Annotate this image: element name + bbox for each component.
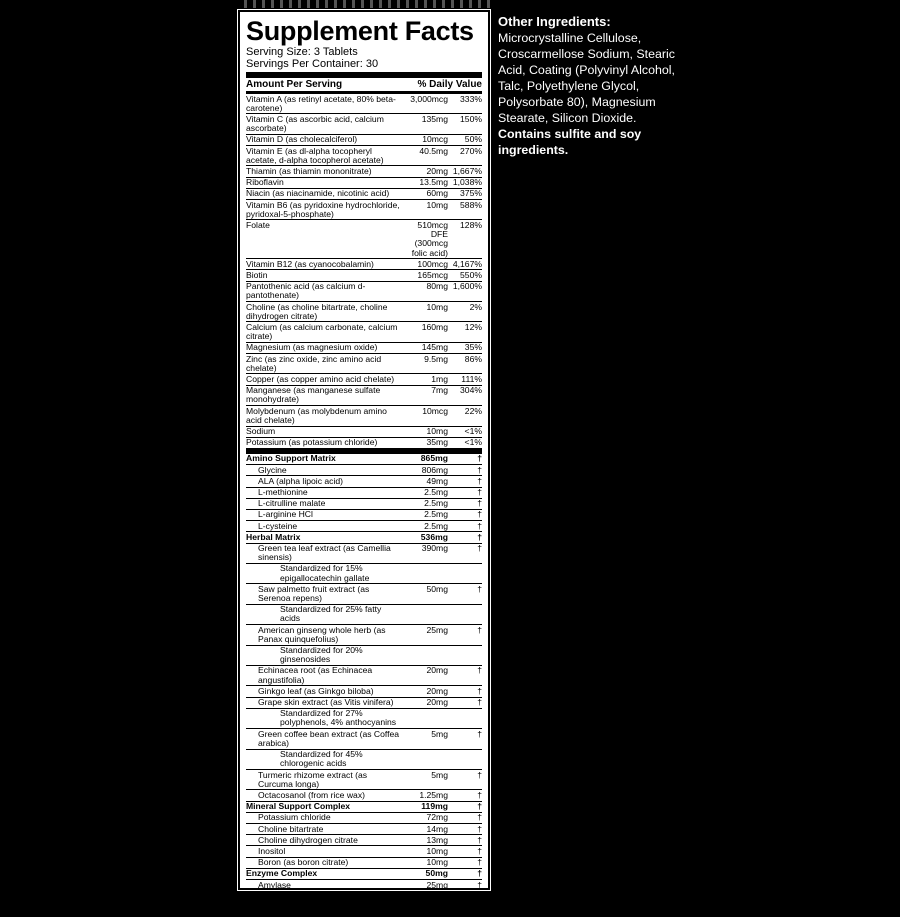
table-row (246, 564, 482, 584)
table-row (246, 510, 482, 521)
nutrient-name: Zinc (as zinc oxide, zinc amino acid chelate) (246, 353, 382, 373)
nutrient-daily-value: <1% (464, 437, 482, 448)
nutrient-daily-value: 12% (464, 321, 482, 332)
other-ingredients (498, 14, 688, 158)
nutrient-daily-value (448, 605, 482, 623)
nutrient-name: Vitamin A (as retinyl acetate, 80% beta-carotene) (246, 93, 396, 113)
nutrient-amount: 20mg (426, 697, 448, 708)
nutrient-name: Standardized for 27% polyphenols, 4% anthocyanins (280, 708, 397, 728)
nutrient-daily-value: 22% (464, 405, 482, 416)
table-row (246, 544, 482, 564)
nutrient-name: Glycine (258, 464, 287, 475)
nutrient-amount: 5mg (431, 769, 448, 780)
table-row (246, 282, 482, 302)
table-row (246, 488, 482, 499)
nutrient-name: Thiamin (as thiamin mononitrate) (246, 165, 372, 176)
nutrient-amount: 13.5mg (419, 177, 448, 188)
nutrient-daily-value: 35% (464, 342, 482, 353)
nutrient-amount: 10mg (426, 301, 448, 312)
nutrient-name: Folate (246, 219, 270, 230)
nutrient-amount: 119mg (421, 801, 448, 812)
table-row (246, 605, 482, 625)
nutrient-amount: 50mg (426, 583, 448, 594)
nutrient-amount: 10mcg (422, 134, 448, 145)
nutrient-daily-value: † (477, 543, 482, 554)
nutrient-name: L-citrulline malate (258, 498, 326, 509)
nutrient-name: L-methionine (258, 487, 308, 498)
table-header (246, 78, 482, 94)
nutrient-daily-value: <1% (464, 426, 482, 436)
nutrient-amount: 35mg (426, 437, 448, 448)
nutrient-amount: 40.5mg (419, 145, 448, 156)
nutrient-name: Manganese (as manganese sulfate monohydrate) (246, 385, 381, 405)
table-row (246, 813, 482, 824)
nutrient-name: Octacosanol (from rice wax) (258, 789, 365, 800)
nutrient-amount: 5mg (431, 728, 448, 739)
table-row (246, 686, 482, 697)
nutrient-daily-value: 50% (464, 134, 482, 145)
nutrient-amount: 49mg (426, 475, 448, 486)
nutrient-daily-value: † (477, 890, 482, 901)
table-row (246, 220, 482, 259)
nutrient-name: Ginkgo leaf (as Ginkgo biloba) (258, 685, 374, 696)
nutrient-name: Saw palmetto fruit extract (as Serenoa repens) (258, 583, 370, 604)
nutrient-amount: 60mg (426, 188, 448, 199)
nutrient-daily-value: 4,167% (452, 258, 482, 269)
nutrient-amount: 10mg (426, 845, 448, 856)
nutrient-name: Standardized for 20% ginsenosides (280, 645, 363, 665)
nutrient-name: Vitamin D (as cholecalciferol) (246, 134, 358, 145)
nutrient-name: Vitamin E (as dl-alpha tocopheryl acetate, d-alpha tocopherol acetate) (246, 145, 384, 165)
nutrient-daily-value: † (477, 812, 482, 823)
nutrient-amount: 50mg (425, 868, 448, 879)
nutrient-amount: 2.5mg (424, 509, 448, 520)
nutrient-amount: 536mg (420, 531, 448, 542)
nutrient-daily-value: † (477, 464, 482, 475)
nutrient-name: Choline bitartrate (258, 823, 324, 834)
table-row (246, 750, 482, 770)
nutrient-daily-value: † (477, 453, 482, 464)
nutrient-daily-value: 86% (464, 353, 482, 364)
table-row (246, 270, 482, 281)
table-row (246, 135, 482, 146)
nutrient-amount (402, 564, 448, 582)
nutrient-daily-value: † (477, 801, 482, 812)
nutrient-amount: 10mcg (422, 405, 448, 416)
nutrient-daily-value: † (477, 834, 482, 845)
nutrient-name: Grape skin extract (as Vitis vinifera) (258, 697, 394, 708)
nutrient-amount: 160mg (421, 321, 448, 332)
other-ingredients-heading: Other Ingredients: (498, 14, 611, 29)
table-row (246, 625, 482, 645)
nutrient-daily-value: † (477, 685, 482, 696)
nutrient-amount (402, 605, 448, 623)
nutrient-amount: 80mg (426, 281, 448, 292)
nutrient-daily-value: 304% (460, 385, 482, 396)
table-row (246, 386, 482, 406)
other-ingredients-text: Microcrystalline Cellulose, Croscarmellose Sodium, Stearic Acid, Coating (Polyvinyl Alcohol, Talc, Polyethylene Glycol, Polysorbate 80), Magnesium Stearate, Silicon Dioxide. (498, 31, 675, 125)
nutrient-amount: 14mg (426, 823, 448, 834)
nutrient-name: Boron (as boron citrate) (258, 857, 349, 868)
nutrient-amount (402, 709, 448, 727)
table-row (246, 698, 482, 709)
nutrient-daily-value: 111% (461, 373, 482, 384)
nutrient-daily-value: 1,600% (452, 281, 482, 292)
nutrient-name: Riboflavin (246, 177, 284, 188)
table-row (246, 666, 482, 686)
nutrient-name: Standardized for 15% epigallocatechin gallate (280, 563, 370, 583)
table-row (246, 427, 482, 438)
nutrient-amount: 806mg (421, 464, 448, 475)
header-daily-value: % Daily Value (417, 79, 482, 90)
nutrient-daily-value: † (477, 583, 482, 594)
table-row (246, 521, 482, 532)
table-row (246, 146, 482, 166)
nutrient-name: Papain (258, 890, 285, 901)
top-decorative-strip (238, 0, 490, 8)
table-row (246, 354, 482, 374)
nutrient-name: Molybdenum (as molybdenum amino acid chelate) (246, 405, 387, 425)
nutrient-name: Magnesium (as magnesium oxide) (246, 342, 378, 353)
group-row (246, 532, 482, 543)
nutrient-name: Enzyme Complex (246, 868, 318, 879)
nutrient-name: Amylase (258, 879, 291, 890)
table-row (246, 729, 482, 749)
nutrient-daily-value (448, 646, 482, 664)
nutrient-name: Niacin (as niacinamide, nicotinic acid) (246, 188, 390, 199)
nutrient-amount: 2.5mg (424, 487, 448, 498)
nutrient-amount: 10mg (426, 426, 448, 436)
group-row (246, 802, 482, 813)
nutrient-name: Vitamin B12 (as cyanocobalamin) (246, 258, 374, 269)
nutrient-amount: 20mg (426, 685, 448, 696)
nutrient-name: Calcium (as calcium carbonate, calcium citrate) (246, 321, 398, 342)
nutrient-amount: 9.5mg (424, 353, 448, 364)
nutrient-amount: 390mg (421, 543, 448, 554)
table-row (246, 709, 482, 729)
nutrient-amount: 2.5mg (424, 498, 448, 509)
nutrient-daily-value: † (477, 531, 482, 542)
nutrient-name: L-arginine HCl (258, 509, 313, 520)
table-row (246, 858, 482, 869)
nutrient-daily-value: † (477, 845, 482, 856)
group-row (246, 869, 482, 880)
table-row (246, 200, 482, 220)
nutrient-name: Copper (as copper amino acid chelate) (246, 373, 395, 384)
nutrient-daily-value: † (477, 769, 482, 780)
nutrient-amount: 7mg (431, 385, 448, 396)
table-row (246, 406, 482, 426)
nutrient-daily-value: † (477, 728, 482, 739)
nutrient-amount: 10mg (426, 199, 448, 210)
nutrient-name: L-cysteine (258, 520, 298, 531)
nutrient-daily-value: 588% (460, 199, 482, 210)
nutrient-daily-value: 375% (460, 188, 482, 199)
nutrient-amount: 135mg (421, 113, 448, 124)
nutrient-name: Amino Support Matrix (246, 453, 336, 464)
nutrient-daily-value: 550% (460, 269, 482, 280)
nutrient-daily-value: † (477, 624, 482, 635)
table-row (246, 465, 482, 476)
table-row (246, 166, 482, 177)
nutrient-name: Inositol (258, 845, 286, 856)
nutrient-amount: 72mg (426, 812, 448, 823)
nutrient-daily-value: † (477, 857, 482, 868)
nutrient-daily-value: † (477, 475, 482, 486)
footnote: † Daily Value not established. (246, 902, 482, 917)
nutrient-daily-value: † (477, 697, 482, 708)
allergen-statement: Contains sulfite and soy ingredients. (498, 127, 642, 157)
nutrient-amount: 100mcg (417, 258, 448, 269)
nutrient-amount: 2.5mg (424, 520, 448, 531)
nutrient-daily-value: 2% (469, 301, 482, 312)
nutrient-name: Green coffee bean extract (as Coffea arabica) (258, 728, 400, 748)
table-row (246, 322, 482, 342)
table-row (246, 646, 482, 666)
nutrient-table (246, 94, 482, 902)
nutrient-name: Herbal Matrix (246, 531, 301, 542)
nutrient-amount: 1mg (431, 373, 448, 384)
panel-title: Supplement Facts (246, 16, 474, 46)
nutrient-amount: 20mg (426, 165, 448, 176)
table-row (246, 374, 482, 385)
nutrient-daily-value: 128% (460, 219, 482, 230)
nutrient-amount: 25mg (426, 890, 448, 901)
table-row (246, 189, 482, 200)
table-row (246, 499, 482, 510)
nutrient-amount: 165mcg (417, 269, 448, 280)
nutrient-amount: 13mg (426, 834, 448, 845)
nutrient-name: Choline (as choline bitartrate, choline dihydrogen citrate) (246, 301, 388, 321)
servings-per-container: Servings Per Container: 30 (246, 58, 379, 70)
nutrient-name: Pantothenic acid (as calcium d-pantothenate) (246, 281, 366, 301)
nutrient-amount (402, 750, 448, 768)
nutrient-amount: 20mg (426, 665, 448, 676)
nutrient-amount: 25mg (426, 879, 448, 890)
nutrient-name: Mineral Support Complex (246, 801, 351, 812)
supplement-facts-panel (238, 10, 490, 916)
nutrient-daily-value: 1,038% (452, 177, 482, 188)
nutrient-daily-value: † (477, 665, 482, 676)
table-row (246, 114, 482, 134)
nutrient-daily-value: † (477, 823, 482, 834)
nutrient-name: Vitamin B6 (as pyridoxine hydrochloride, pyridoxal-5-phosphate) (246, 199, 400, 219)
nutrient-amount: 25mg (426, 624, 448, 635)
table-row (246, 770, 482, 790)
nutrient-name: Vitamin C (as ascorbic acid, calcium ascorbate) (246, 113, 384, 134)
nutrient-daily-value: † (477, 789, 482, 800)
table-row (246, 476, 482, 487)
nutrient-daily-value (448, 709, 482, 727)
nutrient-name: Turmeric rhizome extract (as Curcuma longa) (258, 769, 368, 789)
nutrient-name: Potassium (as potassium chloride) (246, 437, 378, 448)
nutrient-amount: 10mg (426, 857, 448, 868)
nutrient-daily-value: 150% (460, 113, 482, 124)
nutrient-daily-value (448, 750, 482, 768)
serving-size: Serving Size: 3 Tablets (246, 46, 358, 58)
nutrient-daily-value: † (477, 868, 482, 879)
table-row (246, 824, 482, 835)
table-row (246, 835, 482, 846)
nutrient-name: Potassium chloride (258, 812, 331, 823)
table-row (246, 343, 482, 354)
nutrient-amount: 3,000mcg (410, 93, 448, 104)
nutrient-amount (402, 646, 448, 664)
table-row (246, 790, 482, 801)
table-row (246, 891, 482, 902)
nutrient-amount: 145mg (421, 342, 448, 353)
nutrient-daily-value: † (477, 520, 482, 531)
nutrient-daily-value: † (477, 509, 482, 520)
table-row (246, 94, 482, 114)
nutrient-name: ALA (alpha lipoic acid) (258, 475, 344, 486)
header-amount: Amount Per Serving (246, 79, 343, 90)
nutrient-amount: 1.25mg (419, 789, 448, 800)
nutrient-daily-value: 1,667% (452, 165, 482, 176)
table-row (246, 438, 482, 449)
nutrient-name: Green tea leaf extract (as Camellia sinensis) (258, 543, 391, 563)
table-row (246, 846, 482, 857)
group-row (246, 449, 482, 465)
table-row (246, 584, 482, 604)
nutrient-name: American ginseng whole herb (as Panax quinquefolius) (258, 624, 386, 644)
nutrient-daily-value: 333% (460, 93, 482, 104)
nutrient-name: Choline dihydrogen citrate (258, 834, 358, 845)
nutrient-daily-value: † (477, 487, 482, 498)
table-row (246, 178, 482, 189)
nutrient-name: Standardized for 45% chlorogenic acids (280, 749, 363, 769)
nutrient-daily-value: † (477, 498, 482, 509)
table-row (246, 880, 482, 891)
nutrient-name: Echinacea root (as Echinacea angustifolia) (258, 665, 373, 685)
nutrient-name: Sodium (246, 426, 276, 436)
table-row (246, 302, 482, 322)
nutrient-daily-value (448, 564, 482, 582)
nutrient-name: Biotin (246, 269, 268, 280)
table-row (246, 259, 482, 270)
nutrient-amount: 510mcg DFE (300mcg folic acid) (411, 219, 448, 258)
nutrient-daily-value: 270% (460, 145, 482, 156)
nutrient-daily-value: † (477, 879, 482, 890)
nutrient-amount: 865mg (420, 453, 448, 464)
nutrient-name: Standardized for 25% fatty acids (280, 604, 382, 624)
